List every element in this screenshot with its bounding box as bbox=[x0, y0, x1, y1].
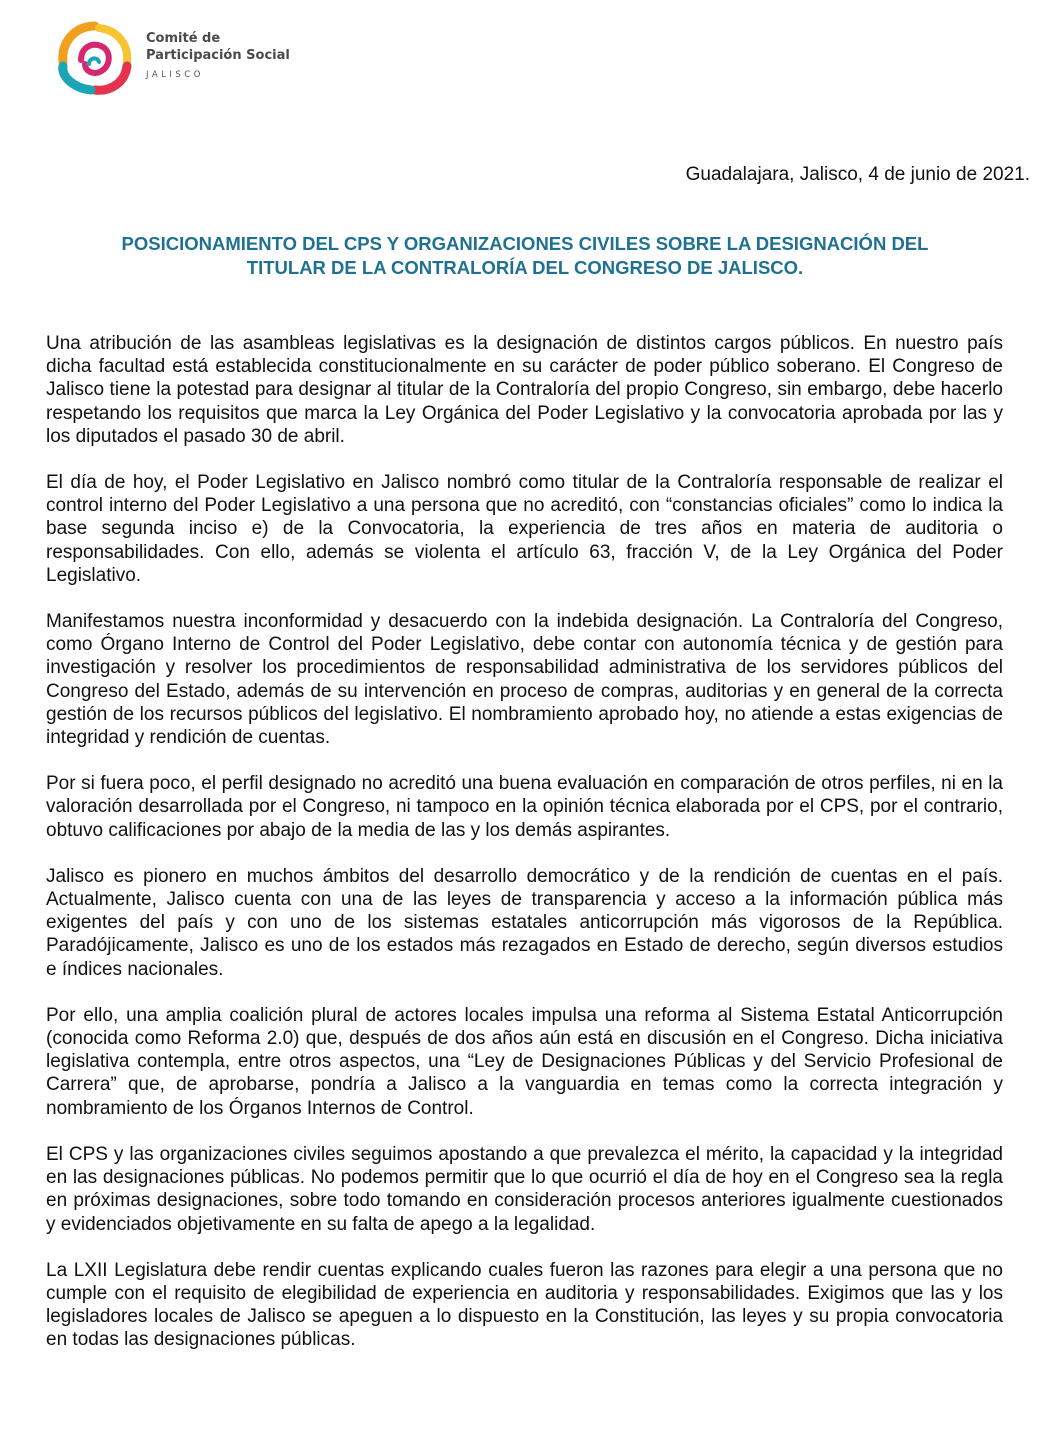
org-name-line2: Participación Social bbox=[146, 48, 290, 63]
body-paragraph: La LXII Legislatura debe rendir cuentas explicando cuales fueron las razones para elegir a una persona que no cumple con el requisito de elegibilidad de experiencia en auditoria y responsabilidades. Exigimos que las y los legisladores locales de Jalisco se apeguen a lo dispuesto en la Constitución, las leyes y su propia convocatoria en todas las designaciones públicas. bbox=[46, 1259, 1003, 1351]
body-paragraph: Por ello, una amplia coalición plural de actores locales impulsa una reforma al Sistema Estatal Anticorrupción (conocida como Reforma 2.0) que, después de dos años aún está en discusión en el Congreso. Dicha iniciativa legislativa contempla, entre otros aspectos, una “Ley de Designaciones Públicas y del Servicio Profesional de Carrera” que, de aprobarse, pondría a Jalisco a la vanguardia en temas como la correcta integración y nombramiento de los Órganos Internos de Control. bbox=[46, 1004, 1003, 1119]
document-title-line1: POSICIONAMIENTO DEL CPS Y ORGANIZACIONES CIVILES SOBRE LA DESIGNACIÓN DEL bbox=[121, 233, 929, 254]
body-paragraph: Por si fuera poco, el perfil designado no acreditó una buena evaluación en comparación de otros perfiles, ni en la valoración desarrollada por el Congreso, ni tampoco en la opinión técnica elaborada por el CPS, por el contrario, obtuvo calificaciones por abajo de la media de las y los demás aspirantes. bbox=[46, 773, 1003, 841]
cps-spiral-logo-icon bbox=[55, 20, 135, 96]
body-paragraph: El día de hoy, el Poder Legislativo en Jalisco nombró como titular de la Contraloría responsable de realizar el control interno del Poder Legislativo a una persona que no acreditó, con “constancias oficiales” como lo indica la base segunda inciso e) de la Convocatoria, la experiencia de tres años en materia de auditoria o responsabilidades. Con ello, además se violenta el artículo 63, fracción V, de la Ley Orgánica del Poder Legislativo. bbox=[46, 472, 1003, 586]
body-paragraph: Manifestamos nuestra inconformidad y desacuerdo con la indebida designación. La Contraloría del Congreso, como Órgano Interno de Control del Poder Legislativo, debe contar con autonomía técnica y de gestión para investigación y resolver los procedimientos de responsabilidad administrativa de los servidores públicos del Congreso del Estado, además de su intervención en proceso de compras, auditorias y en general de la correcta gestión de los recursos públicos del legislativo. El nombramiento aprobado hoy, no atiende a estas exigencias de integridad y rendición de cuentas. bbox=[46, 611, 1003, 749]
body-paragraph: Una atribución de las asambleas legislativas es la designación de distintos cargos públicos. En nuestro país dicha facultad está establecida constitucionalmente en su carácter de poder público soberano. El Congreso de Jalisco tiene la potestad para designar al titular de la Contraloría del propio Congreso, sin embargo, debe hacerlo respetando los requisitos que marca la Ley Orgánica del Poder Legislativo y la convocatoria aprobada por las y los diputados el pasado 30 de abril. bbox=[46, 333, 1003, 447]
document-body bbox=[46, 332, 1003, 1375]
org-name-line1: Comité de bbox=[146, 31, 221, 46]
org-name-state: JALISCO bbox=[146, 70, 204, 80]
document-date: Guadalajara, Jalisco, 4 de junio de 2021. bbox=[685, 164, 1030, 185]
org-name bbox=[146, 30, 290, 84]
body-paragraph: El CPS y las organizaciones civiles seguimos apostando a que prevalezca el mérito, la capacidad y la integridad en las designaciones públicas. No podemos permitir que lo que ocurrió el día de hoy en el Congreso sea la regla en próximas designaciones, sobre todo tomando en consideración procesos anteriores igualmente cuestionados y evidenciados objetivamente en su falta de apego a la legalidad. bbox=[46, 1143, 1003, 1235]
document-title-line2: TITULAR DE LA CONTRALORÍA DEL CONGRESO DE JALISCO. bbox=[246, 257, 804, 278]
document-title bbox=[46, 232, 1004, 280]
body-paragraph: Jalisco es pionero en muchos ámbitos del desarrollo democrático y de la rendición de cuentas en el país. Actualmente, Jalisco cuenta con una de las leyes de transparencia y acceso a la información pública más exigentes del país y con uno de los sistemas estatales anticorrupción más vigorosos de la República. Paradójicamente, Jalisco es uno de los estados más rezagados en Estado de derecho, según diversos estudios e índices nacionales. bbox=[46, 865, 1003, 980]
